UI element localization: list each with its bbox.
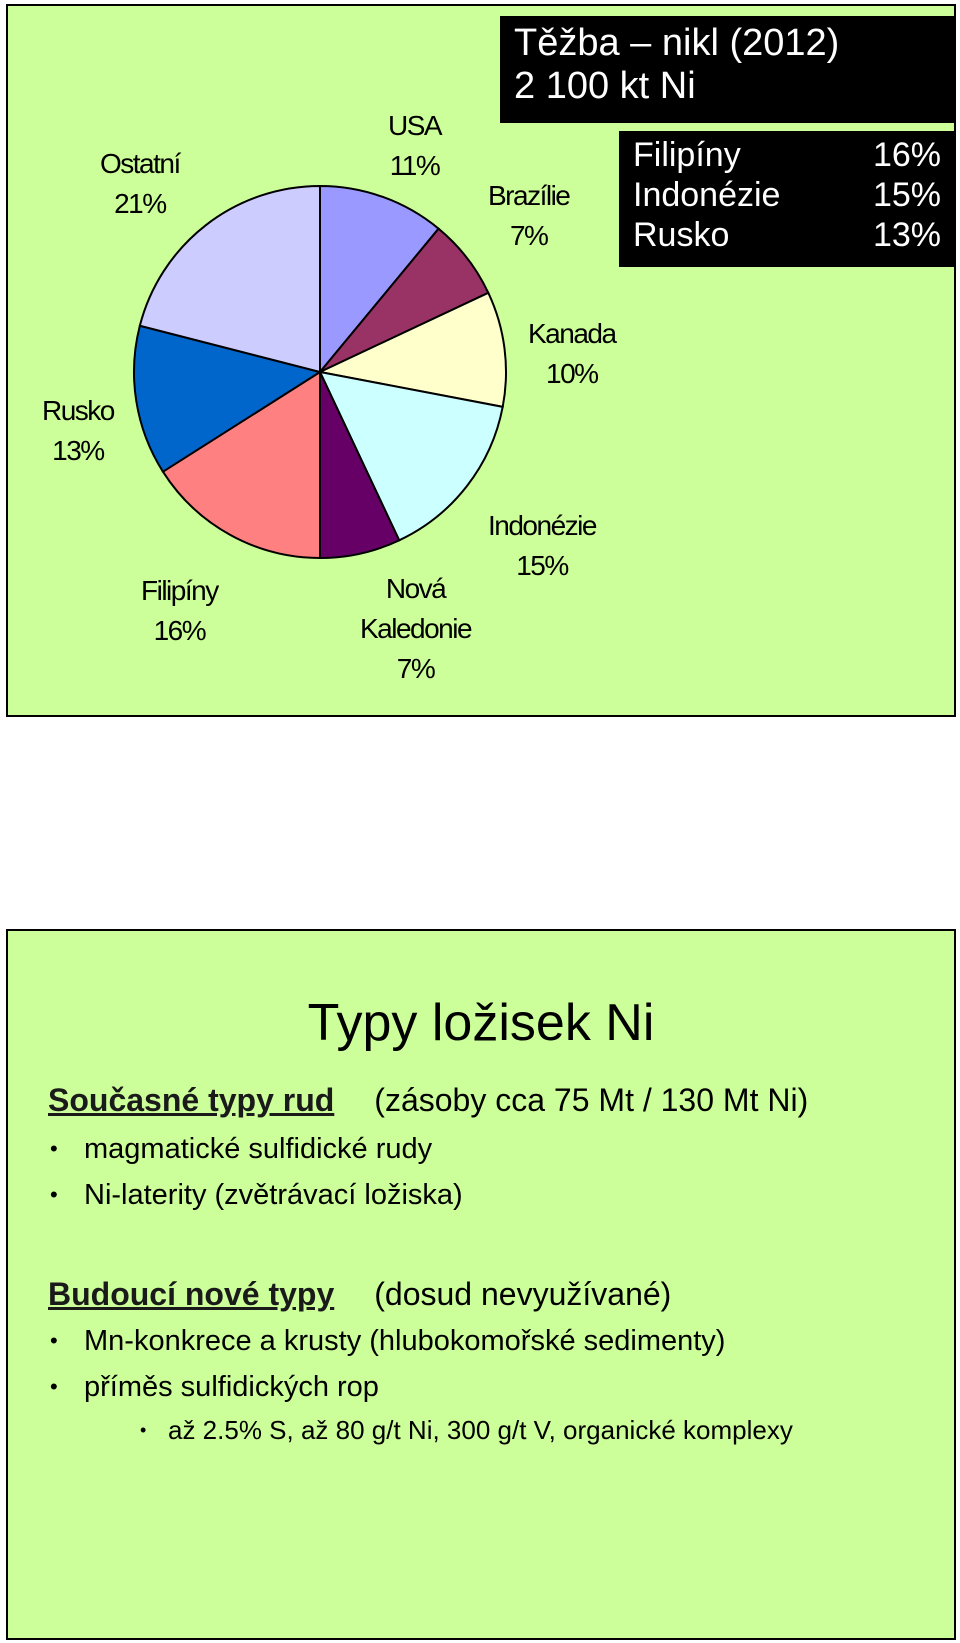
top-producer-row: Indonézie 15% [633,176,941,214]
deposits-title: Typy ložisek Ni [307,994,655,1052]
future-types-note: (dosud nevyužívané) [374,1276,672,1312]
slice-label-kanada: Kanada 10% [528,318,616,389]
sub-list-item: • až 2.5% S, až 80 g/t Ni, 300 g/t V, organické komplexy [140,1415,793,1445]
list-item: • příměs sulfidických rop [50,1371,379,1403]
slice-label-rusko: Rusko 13% [42,395,114,466]
top-producer-row: Rusko 13% [633,216,941,254]
list-item: • magmatické sulfidické rudy [50,1133,433,1165]
chart-subtitle: 2 100 kt Ni [514,65,696,107]
slice-label-usa: USA 11% [388,110,442,181]
future-types-heading: Budoucí nové typy [48,1276,335,1312]
deposits-slide [6,929,956,1640]
chart-title: Těžba – nikl (2012) [514,22,840,64]
slice-label-filipiny: Filipíny 16% [141,575,218,646]
current-types-note: (zásoby cca 75 Mt / 130 Mt Ni) [374,1082,809,1118]
chart-title-box [500,16,955,123]
current-types-heading-row [48,1080,808,1120]
top-producer-row: Filipíny 16% [633,136,941,174]
top-producers-box [619,131,955,267]
slice-label-indonezie: Indonézie 15% [488,510,596,581]
list-item: • Ni-laterity (zvětrávací ložiska) [50,1179,463,1211]
slice-label-ostatni: Ostatní 21% [100,148,180,219]
future-types-heading-row [48,1274,671,1314]
chart-slide [6,4,956,717]
slice-label-nova-kaledonie: Nová Kaledonie 7% [360,573,472,684]
current-types-heading: Současné typy rud [48,1082,335,1118]
slice-label-brazilie: Brazílie 7% [488,180,570,251]
list-item: • Mn-konkrece a krusty (hlubokomořské sedimenty) [50,1325,726,1357]
